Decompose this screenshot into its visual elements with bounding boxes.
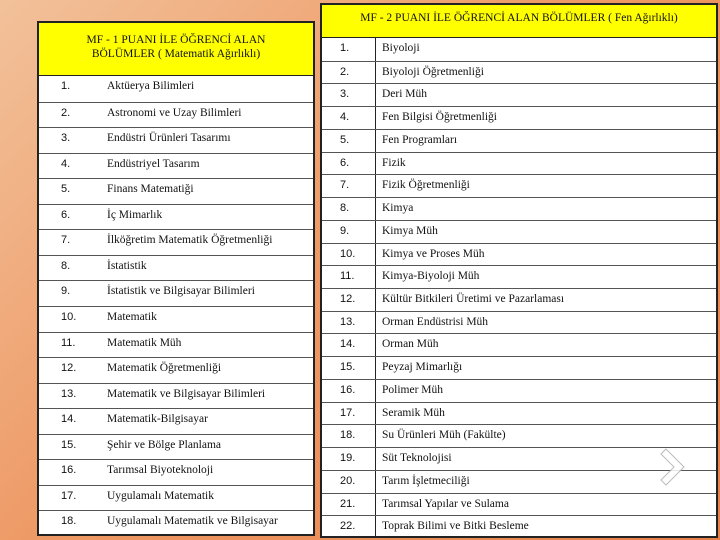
row-number: 4. (340, 111, 350, 124)
row-department-name: Endüstriyel Tasarım (107, 157, 200, 170)
row-number: 10. (61, 311, 77, 323)
table-row (322, 174, 716, 197)
row-number: 15. (61, 438, 77, 451)
table-row (39, 204, 313, 230)
row-number: 18. (61, 515, 77, 528)
row-number: 5. (340, 133, 350, 146)
row-number: 10. (340, 247, 356, 260)
row-number: 17. (340, 406, 356, 419)
row-department-name: Fizik Öğretmenliği (375, 175, 716, 197)
row-number: 8. (61, 259, 71, 272)
row-number: 17. (61, 489, 77, 502)
row-department-name: Seramik Müh (375, 403, 716, 425)
row-department-name: Kimya Müh (375, 221, 716, 243)
row-department-name: Toprak Bilimi ve Bitki Besleme (375, 516, 716, 538)
row-department-name: Tarımsal Yapılar ve Sulama (375, 494, 716, 516)
row-department-name: Matematik (107, 311, 157, 323)
table-row (322, 493, 716, 516)
row-number: 16. (61, 464, 77, 477)
table-row (322, 424, 716, 447)
row-number: 8. (340, 202, 350, 215)
table-row (39, 434, 313, 460)
chevron-right-icon[interactable] (660, 445, 690, 489)
table-row (322, 470, 716, 493)
row-department-name: Polimer Müh (375, 380, 716, 402)
mf2-table-title: MF - 2 PUANI İLE ÖĞRENCİ ALAN BÖLÜMLER ( Fen Ağırlıklı) (322, 5, 716, 38)
row-number: 2. (61, 106, 71, 119)
table-row (322, 83, 716, 106)
table-row (39, 357, 313, 383)
row-department-name: Tarım İşletmeciliği (375, 471, 716, 493)
row-department-name: Finans Matematiği (107, 183, 194, 196)
row-number: 21. (340, 497, 356, 510)
row-number: 15. (340, 361, 356, 374)
row-number: 11. (61, 336, 76, 349)
table-row (322, 152, 716, 175)
mf1-table-title: MF - 1 PUANI İLE ÖĞRENCİ ALAN BÖLÜMLER ( Matematik Ağırlıklı) (39, 23, 313, 76)
table-row (322, 61, 716, 84)
row-department-name: Kimya (375, 198, 716, 220)
row-department-name: Matematik ve Bilgisayar Bilimleri (107, 387, 266, 400)
table-row (39, 280, 313, 306)
row-number: 9. (340, 224, 350, 237)
row-department-name: Süt Teknolojisi (375, 448, 716, 470)
row-number: 1. (340, 42, 350, 54)
table-row (322, 288, 716, 311)
table-row (322, 379, 716, 402)
row-department-name: Biyoloji (375, 38, 716, 61)
table-row (39, 459, 313, 485)
row-department-name: Deri Müh (375, 84, 716, 106)
row-number: 19. (340, 452, 356, 465)
row-department-name: Kültür Bitkileri Üretimi ve Pazarlaması (375, 289, 716, 311)
table-row (39, 255, 313, 281)
row-department-name: İstatistik ve Bilgisayar Bilimleri (107, 285, 255, 298)
table-row (39, 102, 313, 128)
row-department-name: İlköğretim Matematik Öğretmenliği (107, 234, 273, 247)
row-number: 3. (340, 88, 350, 101)
row-number: 13. (340, 315, 356, 328)
row-department-name: Uygulamalı Matematik (107, 489, 214, 502)
mf1-table (37, 21, 315, 536)
row-department-name: Fizik (375, 153, 716, 175)
row-department-name: Orman Endüstrisi Müh (375, 312, 716, 334)
row-department-name: Matematik Müh (107, 336, 182, 349)
table-row (322, 197, 716, 220)
row-number: 4. (61, 157, 71, 170)
row-number: 14. (61, 413, 77, 426)
row-number: 2. (340, 65, 350, 78)
mf2-table (320, 3, 718, 538)
row-number: 6. (61, 208, 71, 221)
row-number: 7. (340, 179, 350, 192)
row-number: 12. (340, 293, 356, 305)
table-row (322, 515, 716, 538)
row-department-name: Astronomi ve Uzay Bilimleri (107, 106, 242, 119)
table-row (322, 333, 716, 356)
row-department-name: Kimya ve Proses Müh (375, 244, 716, 266)
table-row (39, 153, 313, 179)
row-number: 3. (61, 132, 71, 145)
row-department-name: Aktüerya Bilimleri (107, 80, 195, 92)
row-department-name: Fen Bilgisi Öğretmenliği (375, 107, 716, 129)
table-row (39, 408, 313, 434)
row-number: 7. (61, 234, 71, 247)
table-row (39, 127, 313, 153)
row-number: 16. (340, 383, 356, 396)
row-department-name: Su Ürünleri Müh (Fakülte) (375, 425, 716, 447)
row-department-name: Tarımsal Biyoteknoloji (107, 464, 214, 477)
table-row (322, 265, 716, 288)
row-department-name: Peyzaj Mimarlığı (375, 357, 716, 379)
row-number: 12. (61, 362, 77, 375)
row-department-name: Endüstri Ürünleri Tasarımı (107, 132, 231, 145)
table-row (39, 383, 313, 409)
table-row (322, 311, 716, 334)
row-number: 13. (61, 387, 77, 400)
row-number: 1. (61, 80, 71, 92)
row-number: 20. (340, 474, 356, 487)
mf1-table-body (39, 76, 313, 534)
table-row (322, 106, 716, 129)
row-department-name: Matematik Öğretmenliği (107, 362, 222, 375)
table-row (39, 510, 313, 536)
row-number: 9. (61, 285, 71, 298)
table-row (322, 402, 716, 425)
row-department-name: Uygulamalı Matematik ve Bilgisayar (107, 515, 278, 528)
row-number: 18. (340, 429, 356, 442)
row-department-name: Kimya-Biyoloji Müh (375, 266, 716, 288)
row-department-name: İç Mimarlık (107, 208, 163, 221)
table-row (39, 229, 313, 255)
row-number: 11. (340, 270, 355, 283)
row-department-name: Fen Programları (375, 130, 716, 152)
row-number: 5. (61, 183, 71, 196)
table-row (322, 447, 716, 470)
row-number: 14. (340, 338, 356, 351)
row-number: 22. (340, 520, 356, 533)
row-department-name: İstatistik (107, 259, 147, 272)
table-row (39, 76, 313, 102)
row-department-name: Orman Müh (375, 334, 716, 356)
table-row (322, 38, 716, 61)
table-row (322, 220, 716, 243)
table-row (322, 243, 716, 266)
table-row (39, 306, 313, 332)
table-row (39, 485, 313, 511)
table-row (39, 178, 313, 204)
table-row (322, 129, 716, 152)
table-row (39, 332, 313, 358)
mf2-table-body (322, 38, 716, 536)
table-row (322, 356, 716, 379)
row-department-name: Biyoloji Öğretmenliği (375, 62, 716, 84)
row-department-name: Şehir ve Bölge Planlama (107, 438, 222, 451)
row-department-name: Matematik-Bilgisayar (107, 413, 208, 426)
row-number: 6. (340, 156, 350, 169)
